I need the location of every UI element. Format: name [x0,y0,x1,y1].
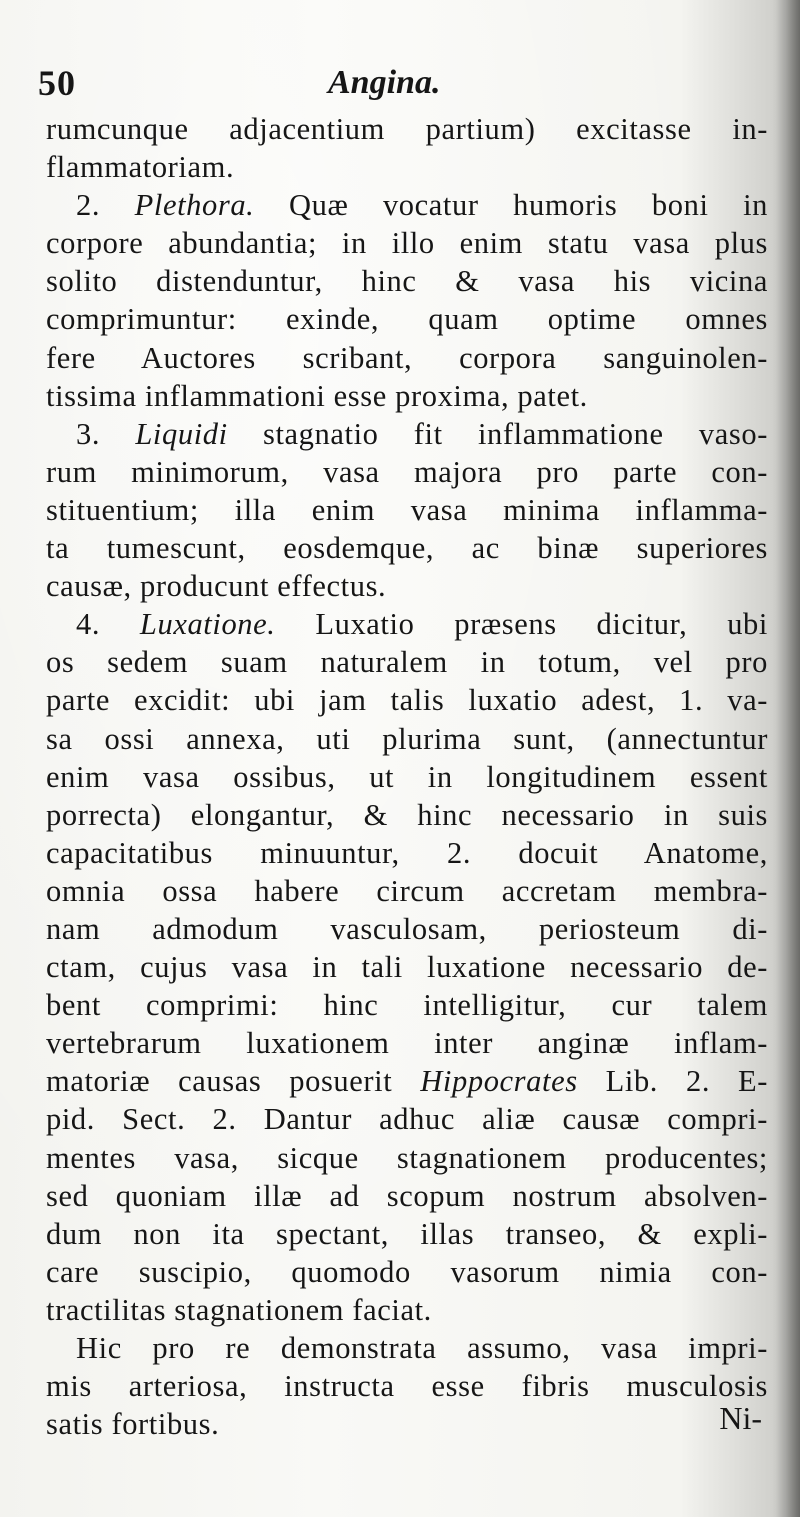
text-line: tractilitas stagnationem faciat. [46,1292,432,1327]
text-line: satis fortibus. [46,1407,220,1442]
text-line: fere Auctores scribant, corpora sanguinolen- [46,340,768,375]
italic-term: Luxatione. [139,607,276,642]
text-line: stituentium; illa enim vasa minima inflamma- [46,492,768,527]
text-line: nam admodum vasculosam, periosteum di- [46,911,768,946]
text-line: mentes vasa, sicque stagnationem producentes; [46,1140,768,1175]
body-text [46,110,768,1443]
italic-term: Plethora. [134,188,255,223]
text-line: mis arteriosa, instructa esse fibris musculosis [46,1369,768,1404]
text-line: sa ossi annexa, uti plurima sunt, (annectuntur [46,721,768,756]
text-line: enim vasa ossibus, ut in longitudinem essent [46,759,768,794]
text-line: flammatoriam. [46,150,235,185]
text-line: 4. Luxatione. Luxatio præsens dicitur, ubi [76,607,768,642]
running-title: Angina. [328,64,441,101]
text-line: matoriæ causas posuerit Hippocrates Lib. 2. E- [46,1064,768,1099]
text-line: porrecta) elongantur, & hinc necessario in suis [46,797,768,832]
text-line: comprimuntur: exinde, quam optime omnes [46,302,768,337]
text-line: rumcunque adjacentium partium) excitasse in- [46,112,768,146]
catchword: Ni- [719,1400,762,1436]
text-line: dum non ita spectant, illas transeo, & expli- [46,1216,768,1251]
italic-term: Liquidi [135,416,228,451]
text-line: 2. Plethora. Quæ vocatur humoris boni in [76,188,768,223]
text-line: vertebrarum luxationem inter anginæ inflam- [46,1026,768,1061]
text-line: omnia ossa habere circum accretam membra- [46,873,768,908]
text-line: solito distenduntur, hinc & vasa his vicina [46,264,768,299]
page-number: 50 [38,63,76,103]
italic-term: Hippocrates [420,1064,578,1099]
text-line: Hic pro re demonstrata assumo, vasa impri- [76,1331,768,1365]
text-line: ta tumescunt, eosdemque, ac binæ superiores [46,531,768,566]
text-line: capacitatibus minuuntur, 2. docuit Anatome, [46,835,768,870]
text-line: sed quoniam illæ ad scopum nostrum absolven- [46,1178,768,1213]
text-line: os sedem suam naturalem in totum, vel pro [46,645,768,680]
page-edge-shadow [772,0,800,1517]
text-line: ctam, cujus vasa in tali luxatione necessario de- [46,950,768,985]
text-line: 3. Liquidi stagnatio fit inflammatione vaso- [76,416,768,451]
text-line: causæ, producunt effectus. [46,569,387,604]
text-line: pid. Sect. 2. Dantur adhuc aliæ causæ compri- [46,1102,768,1137]
text-line: care suscipio, quomodo vasorum nimia con- [46,1254,768,1289]
text-line: tissima inflammationi esse proxima, patet. [46,378,588,413]
text-line: parte excidit: ubi jam talis luxatio adest, 1. va- [46,683,768,718]
text-line: corpore abundantia; in illo enim statu vasa plus [46,226,768,261]
text-line: rum minimorum, vasa majora pro parte con- [46,454,768,489]
text-line: bent comprimi: hinc intelligitur, cur talem [46,988,768,1023]
running-head [38,62,758,112]
